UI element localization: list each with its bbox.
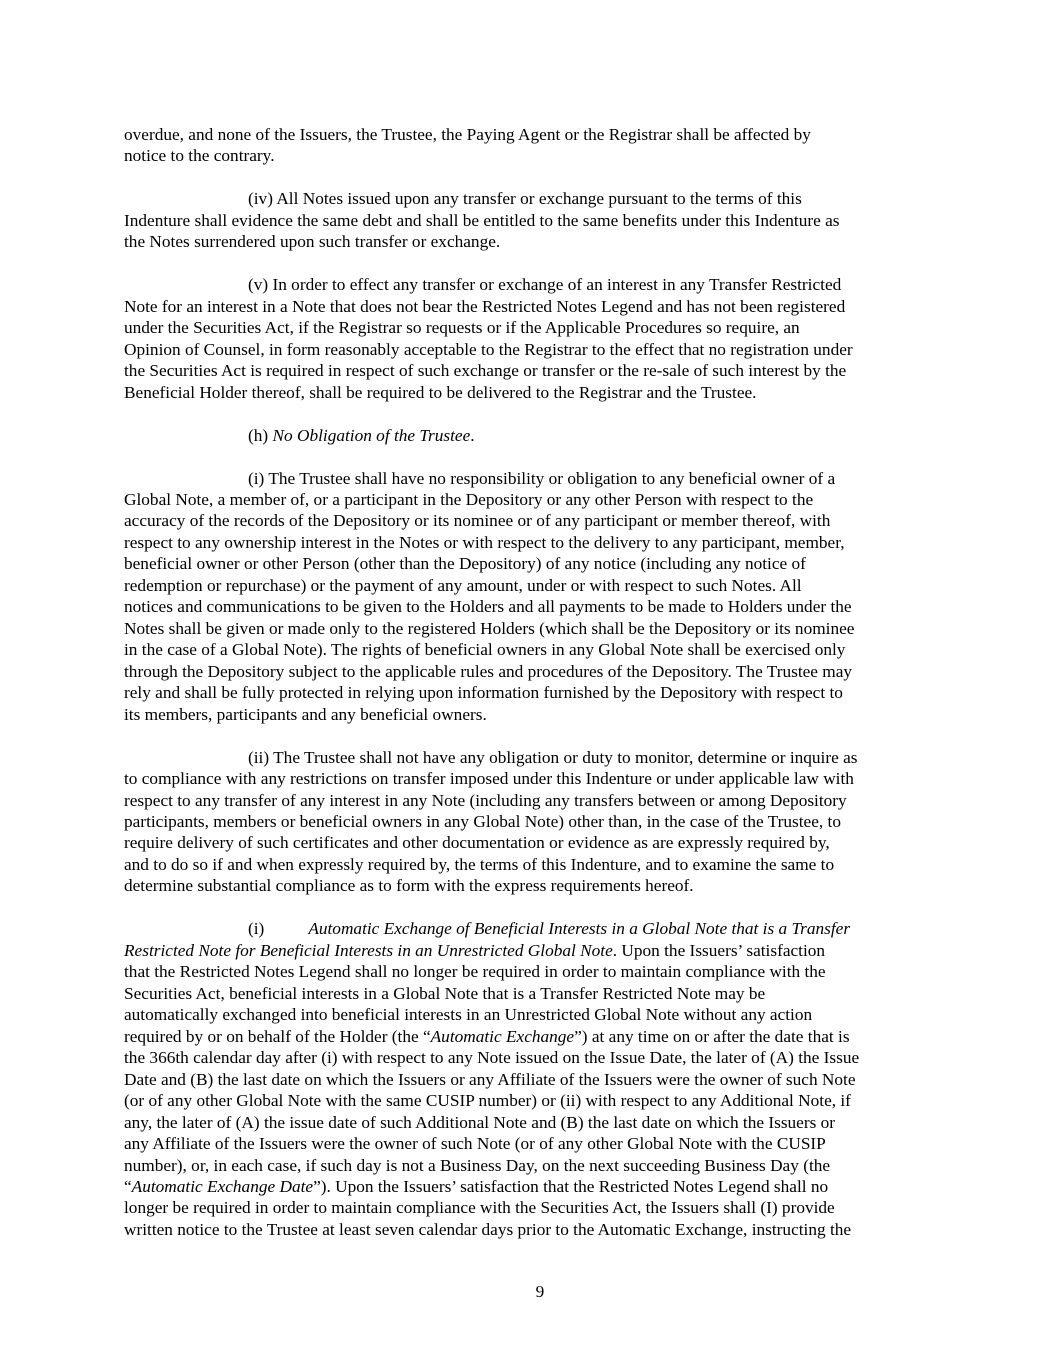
text-segment: notice to the contrary.	[124, 146, 275, 166]
text-segment: its members, participants and any beneficial owners.	[124, 704, 487, 724]
text-segment: under the Securities Act, if the Registrar so requests or if the Applicable Procedures so require, an	[124, 318, 800, 338]
text-segment: required by or on behalf of the Holder (the “	[124, 1026, 431, 1046]
text-line	[124, 1090, 934, 1111]
text-segment: notices and communications to be given to the Holders and all payments to be made to Holders under the	[124, 597, 852, 617]
text-line	[124, 1133, 934, 1154]
text-segment: Securities Act, beneficial interests in a Global Note that is a Transfer Restricted Note may be	[124, 983, 766, 1003]
text-segment: Global Note, a member of, or a participant in the Depository or any other Person with respect to the	[124, 489, 814, 509]
text-line	[124, 510, 934, 531]
text-line	[124, 1197, 934, 1218]
text-line	[124, 124, 934, 145]
text-segment: and to do so if and when expressly required by, the terms of this Indenture, and to examine the same to	[124, 854, 835, 874]
text-line	[124, 1219, 934, 1240]
paragraph	[124, 747, 934, 897]
text-line	[124, 596, 934, 617]
text-segment: require delivery of such certificates and other documentation or evidence as are expressly required by,	[124, 833, 830, 853]
text-line	[124, 468, 934, 489]
text-line	[124, 768, 934, 789]
text-segment: accuracy of the records of the Depository or its nominee or of any participant or member thereof, with	[124, 511, 831, 531]
italic-text: Automatic Exchange of Beneficial Interests in a Global Note that is a Transfer	[308, 919, 851, 939]
text-line	[124, 790, 934, 811]
text-line	[124, 704, 934, 725]
text-line	[124, 382, 934, 403]
text-line	[124, 1069, 934, 1090]
text-segment: respect to any ownership interest in the Notes or with respect to the delivery to any participant, member,	[124, 532, 845, 552]
text-segment: (or of any other Global Note with the same CUSIP number) or (ii) with respect to any Additional Note, if	[124, 1091, 851, 1111]
text-line	[124, 811, 934, 832]
text-line	[124, 983, 934, 1004]
text-segment: . Upon the Issuers’ satisfaction	[612, 940, 826, 960]
italic-text: Automatic Exchange	[430, 1026, 575, 1046]
text-segment: (v) In order to effect any transfer or exchange of an interest in any Transfer Restricted	[248, 275, 842, 295]
text-line	[124, 575, 934, 596]
text-line	[124, 360, 934, 381]
text-line	[124, 339, 934, 360]
text-line	[124, 489, 934, 510]
text-segment: “	[124, 1176, 132, 1196]
text-segment: any Affiliate of the Issuers were the owner of such Note (or of any other Global Note with the CUSIP	[124, 1134, 826, 1154]
text-segment: (h)	[248, 425, 273, 445]
text-segment: (i) The Trustee shall have no responsibility or obligation to any beneficial owner of a	[248, 468, 836, 488]
text-line	[124, 1176, 934, 1197]
text-line	[124, 875, 934, 896]
paragraph	[124, 425, 934, 446]
text-line	[124, 1112, 934, 1133]
text-segment: overdue, and none of the Issuers, the Trustee, the Paying Agent or the Registrar shall be affected by	[124, 125, 811, 144]
text-segment: (ii) The Trustee shall not have any obligation or duty to monitor, determine or inquire as	[248, 747, 858, 767]
document-body	[124, 124, 934, 1262]
text-segment: .	[470, 425, 475, 445]
text-line	[124, 210, 934, 231]
italic-text: No Obligation of the Trustee	[272, 425, 471, 445]
italic-text: Restricted Note for Beneficial Interests in an Unrestricted Global Note	[124, 940, 613, 960]
text-segment: through the Depository subject to the applicable rules and procedures of the Depository. The Trustee may	[124, 661, 853, 681]
text-segment: ”) at any time on or after the date that is	[574, 1026, 850, 1046]
paragraph	[124, 468, 934, 726]
text-segment: written notice to the Trustee at least seven calendar days prior to the Automatic Exchange, instructing the	[124, 1219, 852, 1239]
text-line	[124, 145, 934, 166]
text-line	[124, 618, 934, 639]
text-line	[124, 639, 934, 660]
text-segment: Notes shall be given or made only to the registered Holders (which shall be the Depository or its nominee	[124, 618, 855, 638]
text-line	[124, 961, 934, 982]
text-line	[124, 1026, 934, 1047]
text-segment: Note for an interest in a Note that does not bear the Restricted Notes Legend and has not been registered	[124, 296, 846, 316]
text-segment: redemption or repurchase) or the payment of any amount, under or with respect to such Notes. All	[124, 575, 802, 595]
text-segment: (i)	[248, 919, 265, 939]
paragraph	[124, 274, 934, 403]
text-line	[124, 1047, 934, 1068]
text-segment: beneficial owner or other Person (other than the Depository) of any notice (including any notice of	[124, 554, 806, 574]
text-segment: participants, members or beneficial owners in any Global Note) other than, in the case of the Trustee, to	[124, 812, 841, 831]
text-line	[124, 854, 934, 875]
text-line	[124, 188, 934, 209]
text-line	[124, 425, 934, 446]
text-segment: that the Restricted Notes Legend shall no longer be required in order to maintain compliance with the	[124, 962, 826, 982]
text-segment: the Securities Act is required in respect of such exchange or transfer or the re-sale of such interest by the	[124, 361, 847, 381]
text-segment: Date and (B) the last date on which the Issuers or any Affiliate of the Issuers were the owner of such Note	[124, 1069, 856, 1089]
text-segment: (iv) All Notes issued upon any transfer or exchange pursuant to the terms of this	[248, 189, 802, 209]
text-line	[124, 682, 934, 703]
text-segment: to compliance with any restrictions on transfer imposed under this Indenture or under applicable law with	[124, 769, 854, 789]
text-line	[124, 832, 934, 853]
paragraph	[124, 124, 934, 167]
text-segment: number), or, in each case, if such day is not a Business Day, on the next succeeding Business Day (the	[124, 1155, 831, 1175]
text-segment: Opinion of Counsel, in form reasonably acceptable to the Registrar to the effect that no registration under	[124, 339, 853, 359]
text-line	[124, 747, 934, 768]
text-line	[124, 1155, 934, 1176]
text-line	[124, 940, 934, 961]
paragraph	[124, 918, 934, 1240]
italic-text: Automatic Exchange Date	[131, 1176, 314, 1196]
text-segment: respect to any transfer of any interest in any Note (including any transfers between or among Depository	[124, 790, 847, 810]
text-segment: the 366th calendar day after (i) with respect to any Note issued on the Issue Date, the later of (A) the Issue	[124, 1048, 860, 1068]
text-line	[124, 918, 934, 939]
text-line	[124, 231, 934, 252]
text-line	[124, 274, 934, 295]
text-segment: the Notes surrendered upon such transfer or exchange.	[124, 232, 501, 252]
text-segment: in the case of a Global Note). The rights of beneficial owners in any Global Note shall be exercised only	[124, 640, 846, 660]
text-line	[124, 317, 934, 338]
text-line	[124, 661, 934, 682]
text-segment: rely and shall be fully protected in relying upon information furnished by the Depository with respect to	[124, 683, 843, 703]
text-line	[124, 532, 934, 553]
text-line	[124, 1004, 934, 1025]
text-segment: any, the later of (A) the issue date of such Additional Note and (B) the last date on which the Issuers or	[124, 1112, 836, 1132]
paragraph	[124, 188, 934, 252]
text-segment: Beneficial Holder thereof, shall be required to be delivered to the Registrar and the Trustee.	[124, 382, 757, 402]
text-segment: automatically exchanged into beneficial interests in an Unrestricted Global Note without any action	[124, 1005, 813, 1025]
text-line	[124, 296, 934, 317]
text-segment: determine substantial compliance as to form with the express requirements hereof.	[124, 876, 694, 896]
text-segment: longer be required in order to maintain compliance with the Securities Act, the Issuers shall (I) provide	[124, 1198, 835, 1218]
text-line	[124, 553, 934, 574]
text-segment: ”). Upon the Issuers’ satisfaction that the Restricted Notes Legend shall no	[313, 1176, 829, 1196]
page-number: 9	[535, 1282, 545, 1301]
text-segment: Indenture shall evidence the same debt and shall be entitled to the same benefits under this Indenture as	[124, 210, 840, 230]
